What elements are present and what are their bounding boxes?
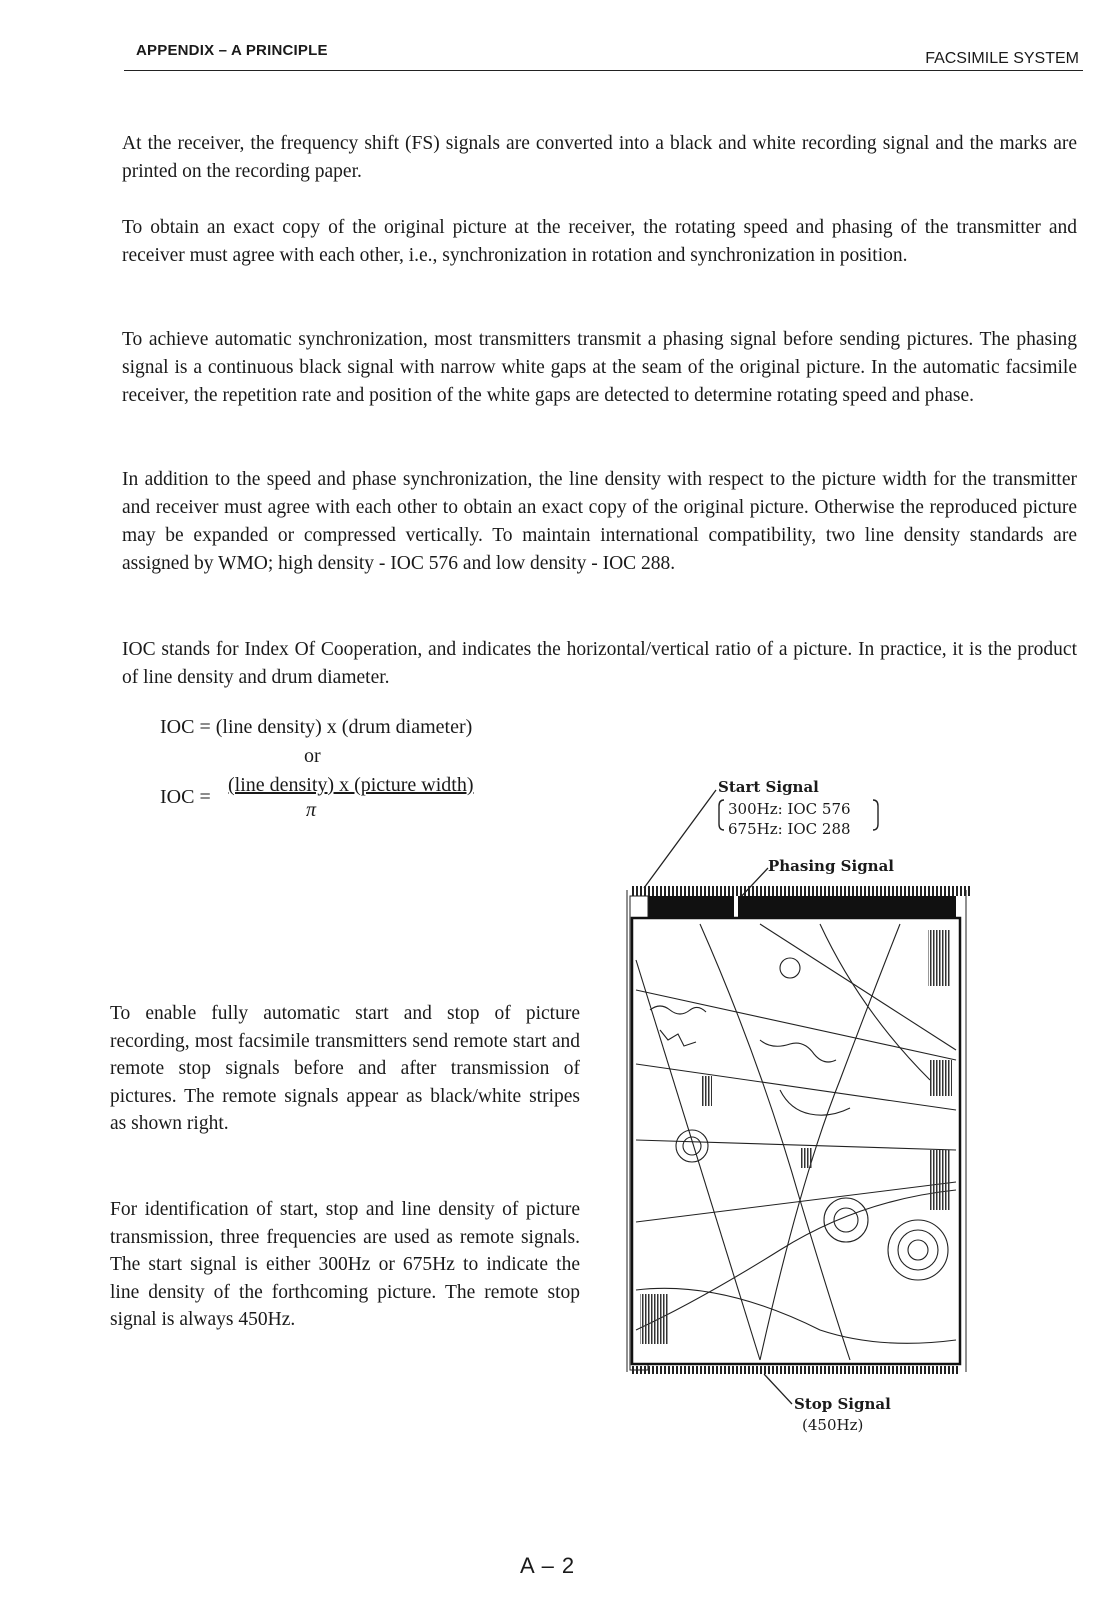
paragraph-fs-signals: At the receiver, the frequency shift (FS) signals are converted into a black and white recording signal and the marks are printed on the recording paper. — [122, 133, 1077, 182]
formula-numerator: (line density) x (picture width) — [228, 774, 474, 796]
start-bracket-left — [719, 800, 724, 830]
paragraph-remote-start-stop: To enable fully automatic start and stop of picture recording, most facsimile transmitters send remote start and remote stop signals before and after transmission of pictures. The remote signals appear as black/white stripes as shown right. — [110, 1003, 580, 1134]
header-manual-title: FACSIMILE SYSTEM — [925, 50, 1079, 67]
phasing-white-gap — [734, 896, 738, 918]
header-section-title: APPENDIX – A PRINCIPLE — [136, 42, 328, 59]
formula-or: or — [304, 745, 321, 767]
page-number: A – 2 — [520, 1553, 576, 1578]
paragraph-line-density: In addition to the speed and phase synchronization, the line density with respect to the picture width for the transmitter and receiver must agree with each other to obtain an exact copy of the original picture. Otherwise the reproduced picture may be expanded or compressed vertically. To maintain international compatibility, two line density standards are assigned by WMO; high density - IOC 576 and low density - IOC 288. — [122, 469, 1077, 574]
phasing-signal-band — [648, 896, 956, 918]
start-signal-leader — [644, 790, 716, 888]
formula-pi: π — [306, 799, 317, 821]
label-start-300hz: 300Hz: IOC 576 — [728, 800, 851, 818]
label-start-675hz: 675Hz: IOC 288 — [728, 820, 851, 838]
start-signal-stripes — [630, 886, 970, 896]
paragraph-phasing: To achieve automatic synchronization, most transmitters transmit a phasing signal before sending pictures. The phasing signal is a continuous black signal with narrow white gaps at the seam of the original picture. In the automatic facsimile receiver, the repetition rate and position of the white gaps are detected to determine rotating speed and phase. — [122, 329, 1077, 406]
stop-signal-stripes — [630, 1366, 960, 1374]
label-start-signal: Start Signal — [718, 778, 819, 796]
stop-signal-leader — [764, 1374, 792, 1404]
paragraph-synchronization: To obtain an exact copy of the original picture at the receiver, the rotating speed and phasing of the transmitter and receiver must agree with each other, i.e., synchronization in rotation and synchronization in position. — [122, 217, 1077, 266]
formula-ioc-drum: IOC = (line density) x (drum diameter) — [160, 716, 473, 738]
label-stop-frequency: (450Hz) — [802, 1416, 864, 1434]
formula-ioc-lhs: IOC = — [160, 786, 211, 808]
paragraph-remote-frequencies: For identification of start, stop and line density of picture transmission, three frequencies are used as remote signals. The start signal is either 300Hz or 675Hz to indicate the line density of the forthcoming picture. The remote stop signal is always 450Hz. — [110, 1199, 580, 1330]
paragraph-ioc-definition: IOC stands for Index Of Cooperation, and indicates the horizontal/vertical ratio of a picture. In practice, it is the product of line density and drum diameter. — [122, 639, 1077, 688]
label-phasing-signal: Phasing Signal — [768, 857, 895, 875]
start-bracket-right — [873, 800, 878, 830]
label-stop-signal: Stop Signal — [794, 1395, 891, 1413]
